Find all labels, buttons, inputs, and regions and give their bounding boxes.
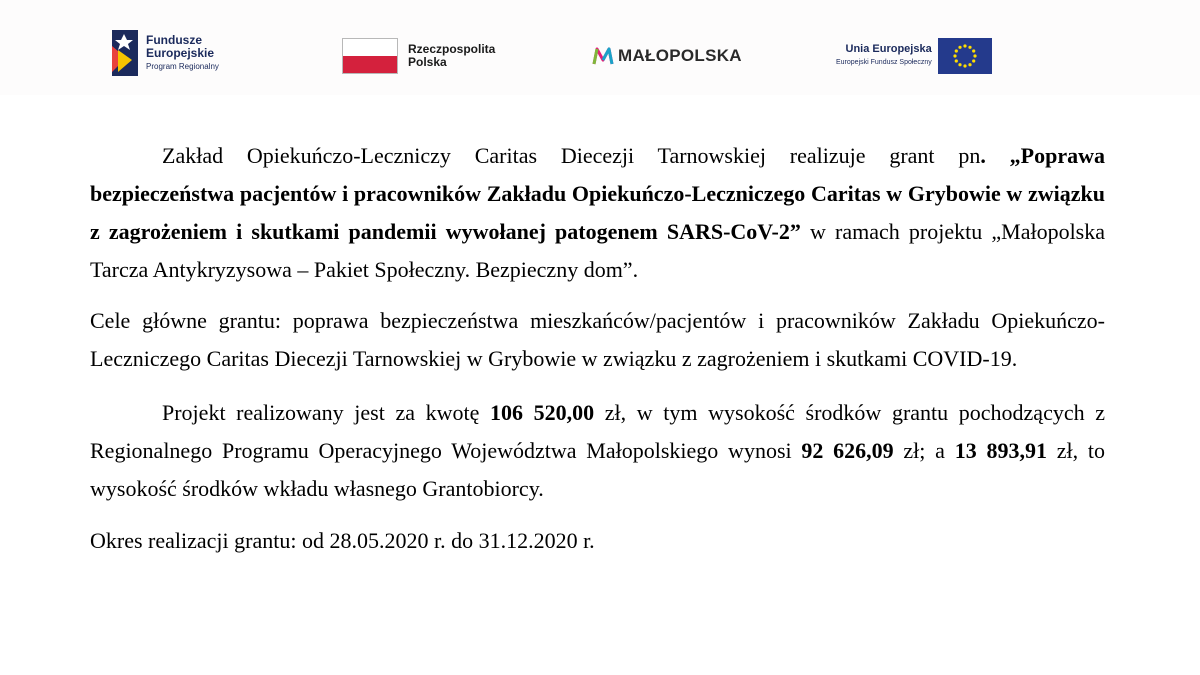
grant-title: . „Poprawa bezpieczeństwa pacjentów i pracowników Zakładu Opiekuńczo-Leczniczego Caritas w Grybowie w związku z zagrożeniem i skutkami pandemii wywołanej patogenem SARS-CoV-2” — [90, 143, 1106, 244]
unia-europejska-logo — [836, 38, 992, 74]
amount-own: 13 893,91 — [954, 438, 1047, 463]
document-content — [90, 137, 1105, 560]
goals-text: Cele główne grantu: poprawa bezpieczeństwa mieszkańców/pacjentów i pracowników Zakładu Opiekuńczo-Leczniczego Caritas Diecezji Tarnowskiej w Grybowie w związku z zagrożeniem i skutkami COVID-19. — [90, 308, 1105, 371]
funding-text-3: zł; a — [893, 438, 955, 463]
funding-text-4: zł, to wysokość środków wkładu własnego Grantobiorcy. — [90, 438, 1106, 501]
paragraph-grant-intro — [90, 137, 1105, 289]
polish-flag-icon — [342, 38, 398, 74]
logo-bar — [0, 0, 1200, 95]
fundusze-line1: Fundusze — [146, 32, 202, 47]
rzeczpospolita-line2: Polska — [408, 55, 447, 69]
unia-subtitle: Europejski Fundusz Społeczny — [836, 59, 932, 66]
fundusze-line2: Europejskie — [146, 45, 215, 60]
paragraph-funding — [90, 394, 1105, 508]
rzeczpospolita-polska-logo — [342, 38, 495, 74]
fundusze-europejskie-emblem-icon — [110, 28, 140, 78]
fundusze-subtitle: Program Regionalny — [146, 61, 219, 71]
malopolska-logo — [592, 46, 742, 66]
funding-text-2: zł, w tym wysokość środków grantu pochodzących z Regionalnego Programu Operacyjnego Województwa Małopolskiego wynosi — [90, 400, 1105, 463]
malopolska-m-icon — [592, 46, 614, 66]
fundusze-europejskie-logo — [110, 28, 219, 78]
amount-grant: 92 626,09 — [801, 438, 894, 463]
period-text: Okres realizacji grantu: od 28.05.2020 r. do 31.12.2020 r. — [90, 528, 595, 553]
project-reference: w ramach projektu „Małopolska Tarcza Antykryzysowa – Pakiet Społeczny. Bezpieczny dom”. — [90, 219, 1106, 282]
unia-title: Unia Europejska — [845, 43, 932, 55]
grant-intro-text: Zakład Opiekuńczo-Leczniczy Caritas Diecezji Tarnowskiej realizuje grant pn — [162, 143, 981, 168]
rzeczpospolita-line1: Rzeczpospolita — [408, 42, 496, 56]
paragraph-period — [90, 522, 1105, 560]
amount-total: 106 520,00 — [490, 400, 595, 425]
malopolska-name: MAŁOPOLSKA — [618, 46, 742, 65]
paragraph-goals — [90, 302, 1105, 378]
funding-text-1: Projekt realizowany jest za kwotę — [162, 400, 491, 425]
eu-flag-icon — [938, 38, 992, 74]
